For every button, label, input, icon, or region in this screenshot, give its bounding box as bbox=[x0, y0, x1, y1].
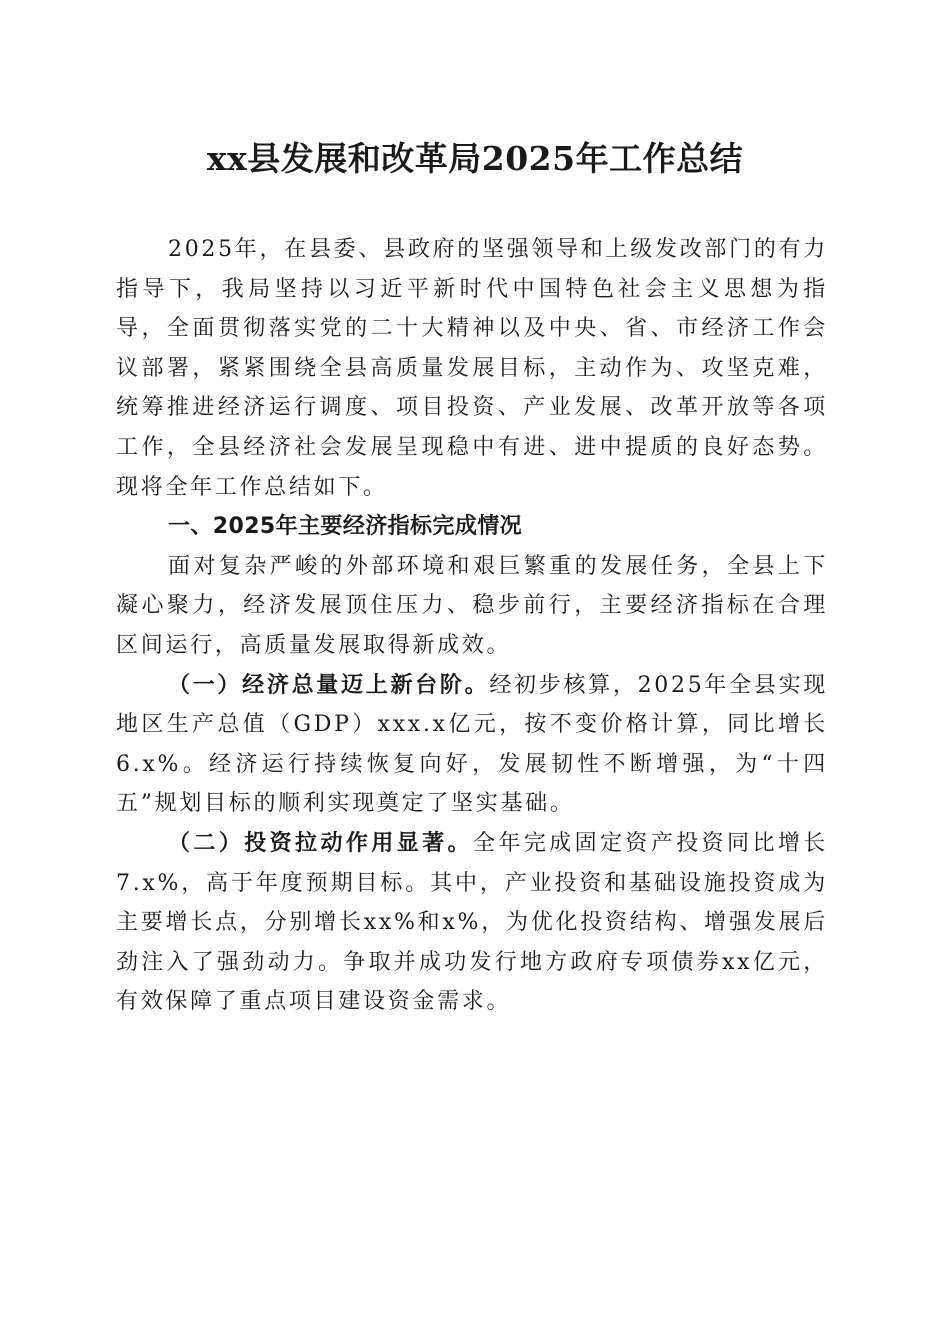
document-body bbox=[116, 230, 828, 1022]
item-lead-2: （二）投资拉动作用显著。 bbox=[168, 829, 473, 856]
item-paragraph-2 bbox=[116, 824, 828, 1022]
item-lead-1: （一）经济总量迈上新台阶。 bbox=[168, 671, 490, 698]
intro-paragraph: 2025年，在县委、县政府的坚强领导和上级发改部门的有力指导下，我局坚持以习近平新时代中国特色社会主义思想为指导，全面贯彻落实党的二十大精神以及中央、省、市经济工作会议部署，紧紧围绕全县高质量发展目标，主动作为、攻坚克难，统筹推进经济运行调度、项目投资、产业发展、改革开放等各项工作，全县经济社会发展呈现稳中有进、进中提质的良好态势。现将全年工作总结如下。 bbox=[116, 237, 828, 500]
section-paragraph: 面对复杂严峻的外部环境和艰巨繁重的发展任务，全县上下凝心聚力，经济发展顶住压力、稳步前行，主要经济指标在合理区间运行，高质量发展取得新成效。 bbox=[116, 553, 828, 658]
item-text-1: 经初步核算，2025年全县实现地区生产总值（GDP）xxx.x亿元，按不变价格计算，同比增长6.x%。经济运行持续恢复向好，发展韧性不断增强，为“十四五”规划目标的顺利实现奠定了坚实基础。 bbox=[116, 672, 828, 817]
document-title: xx县发展和改革局2025年工作总结 bbox=[206, 139, 744, 178]
section-heading: 一、2025年主要经济指标完成情况 bbox=[168, 514, 523, 540]
item-paragraph-1 bbox=[116, 666, 828, 824]
item-text-2: 全年完成固定资产投资同比增长7.x%，高于年度预期目标。其中，产业投资和基础设施投资成为主要增长点，分别增长xx%和x%，为优化投资结构、增强发展后劲注入了强劲动力。争取并成功发行地方政府专项债券xx亿元，有效保障了重点项目建设资金需求。 bbox=[116, 830, 828, 1015]
